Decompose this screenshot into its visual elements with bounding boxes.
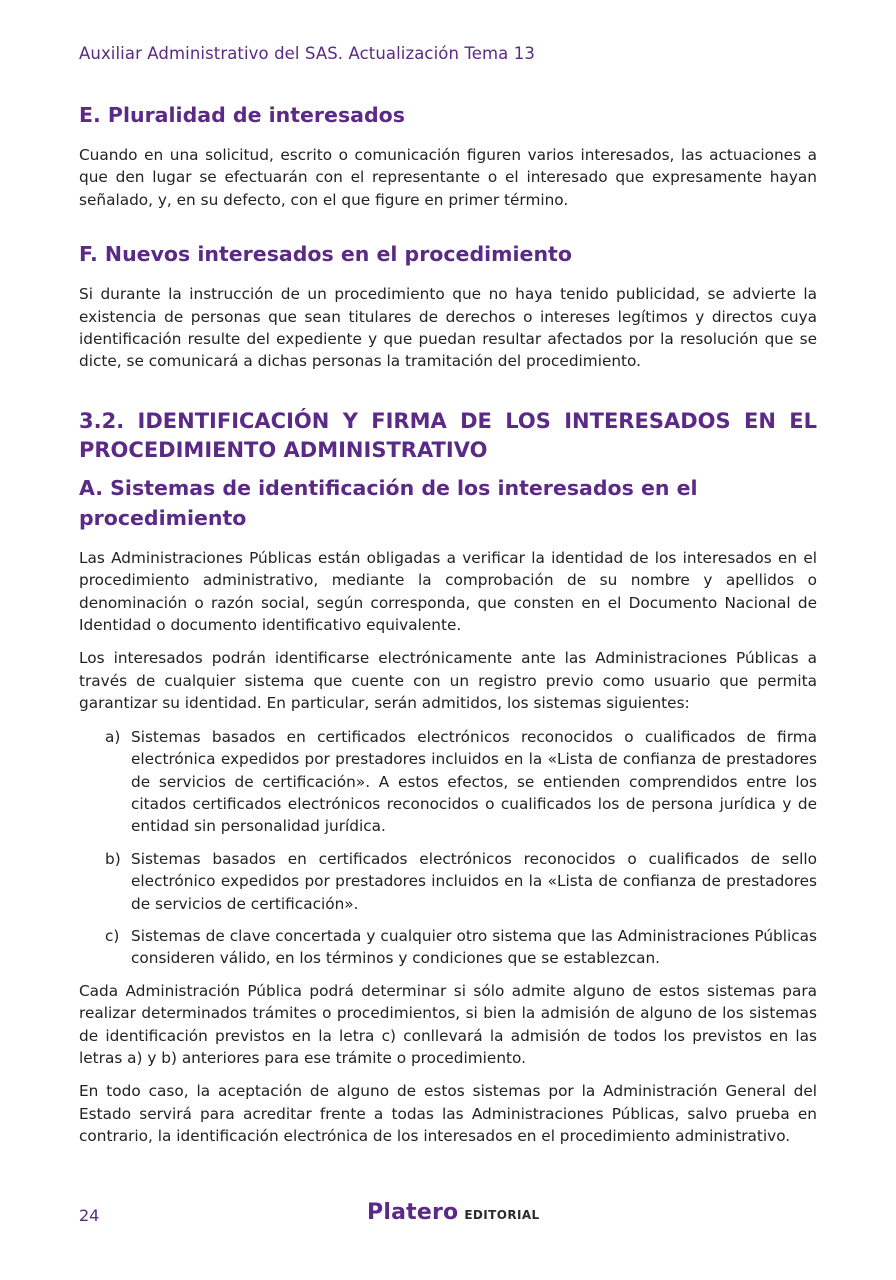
list-item-label: b) <box>105 849 121 868</box>
section-a-paragraph-1: Las Administraciones Públicas están obligadas a verificar la identidad de los interesados en el procedimiento administrativo, mediante la comprobación de su nombre y apellidos o denominación o razón social, según corresponda, que consten en el Documento Nacional de Identidad o documento identificativo equivalente. <box>79 548 817 635</box>
section-a-paragraph-3: Cada Administración Pública podrá determinar si sólo admite alguno de estos sistemas para realizar determinados trámites o procedimientos, si bien la admisión de alguno de los sistemas de identificación previstos en la letra c) conllevará la admisión de todos los previstos en las letras a) y b) anteriores para ese trámite o procedimiento. <box>79 981 817 1067</box>
section-a-paragraph-2: Los interesados podrán identificarse electrónicamente ante las Administraciones Públicas a través de cualquier sistema que cuente con un registro previo como usuario que permita garantizar su identidad. En particular, serán admitidos, los sistemas siguientes: <box>79 649 817 713</box>
section-f-paragraph: Si durante la instrucción de un procedimiento que no haya tenido publicidad, se advierte la existencia de personas que sean titulares de derechos o intereses legítimos y directos cuya identificación resulte del expediente y que puedan resultar afectados por la resolución que se dicte, se comunicará a dichas personas la tramitación del procedimiento. <box>79 285 817 371</box>
list-item-text: Sistemas basados en certificados electrónicos reconocidos o cualificados de firma electrónica expedidos por prestadores incluidos en la «Lista de confianza de prestadores de servicios de certificación». A estos efectos, se entienden comprendidos entre los citados certificados electrónicos reconocidos o cualificados los de persona jurídica y de entidad sin personalidad jurídica. <box>131 727 817 836</box>
list-item <box>79 848 817 915</box>
section-a-paragraph-4: En todo caso, la aceptación de alguno de estos sistemas por la Administración General del Estado servirá para acreditar frente a todas las Administraciones Públicas, salvo prueba en contrario, la identificación electrónica de los interesados en el procedimiento administrativo. <box>79 1082 817 1146</box>
running-header: Auxiliar Administrativo del SAS. Actualización Tema 13 <box>79 44 535 63</box>
page-number: 24 <box>79 1206 100 1225</box>
section-e-title: E. Pluralidad de interesados <box>79 103 405 127</box>
list-item-text: Sistemas basados en certificados electrónicos reconocidos o cualificados de sello electrónico expedidos por prestadores incluidos en la «Lista de confianza de prestadores de servicios de certificación». <box>131 849 817 913</box>
identification-systems-list <box>79 726 817 970</box>
publisher-brand-suffix: EDITORIAL <box>464 1208 540 1222</box>
publisher-brand: Platero <box>367 1200 459 1225</box>
list-item-label: c) <box>105 926 120 945</box>
list-item <box>79 925 817 970</box>
list-item-label: a) <box>105 727 121 746</box>
section-f-title: F. Nuevos interesados en el procedimiento <box>79 242 572 267</box>
page-content <box>79 100 817 1159</box>
section-a-title: A. Sistemas de identificación de los interesados en el procedimiento <box>79 475 698 530</box>
section-e-paragraph: Cuando en una solicitud, escrito o comunicación figuren varios interesados, las actuaciones a que den lugar se efectuarán con el representante o el interesado que expresamente hayan señalado, y, en su defecto, con el que figure en primer término. <box>79 146 817 209</box>
list-item-text: Sistemas de clave concertada y cualquier otro sistema que las Administraciones Públicas consideren válido, en los términos y condiciones que se establezcan. <box>131 926 817 968</box>
publisher-logo <box>367 1200 540 1225</box>
section-3-2-title: 3.2. IDENTIFICACIÓN Y FIRMA DE LOS INTERESADOS EN EL PROCEDIMIENTO ADMINISTRATIVO <box>79 408 817 462</box>
list-item <box>79 726 817 838</box>
